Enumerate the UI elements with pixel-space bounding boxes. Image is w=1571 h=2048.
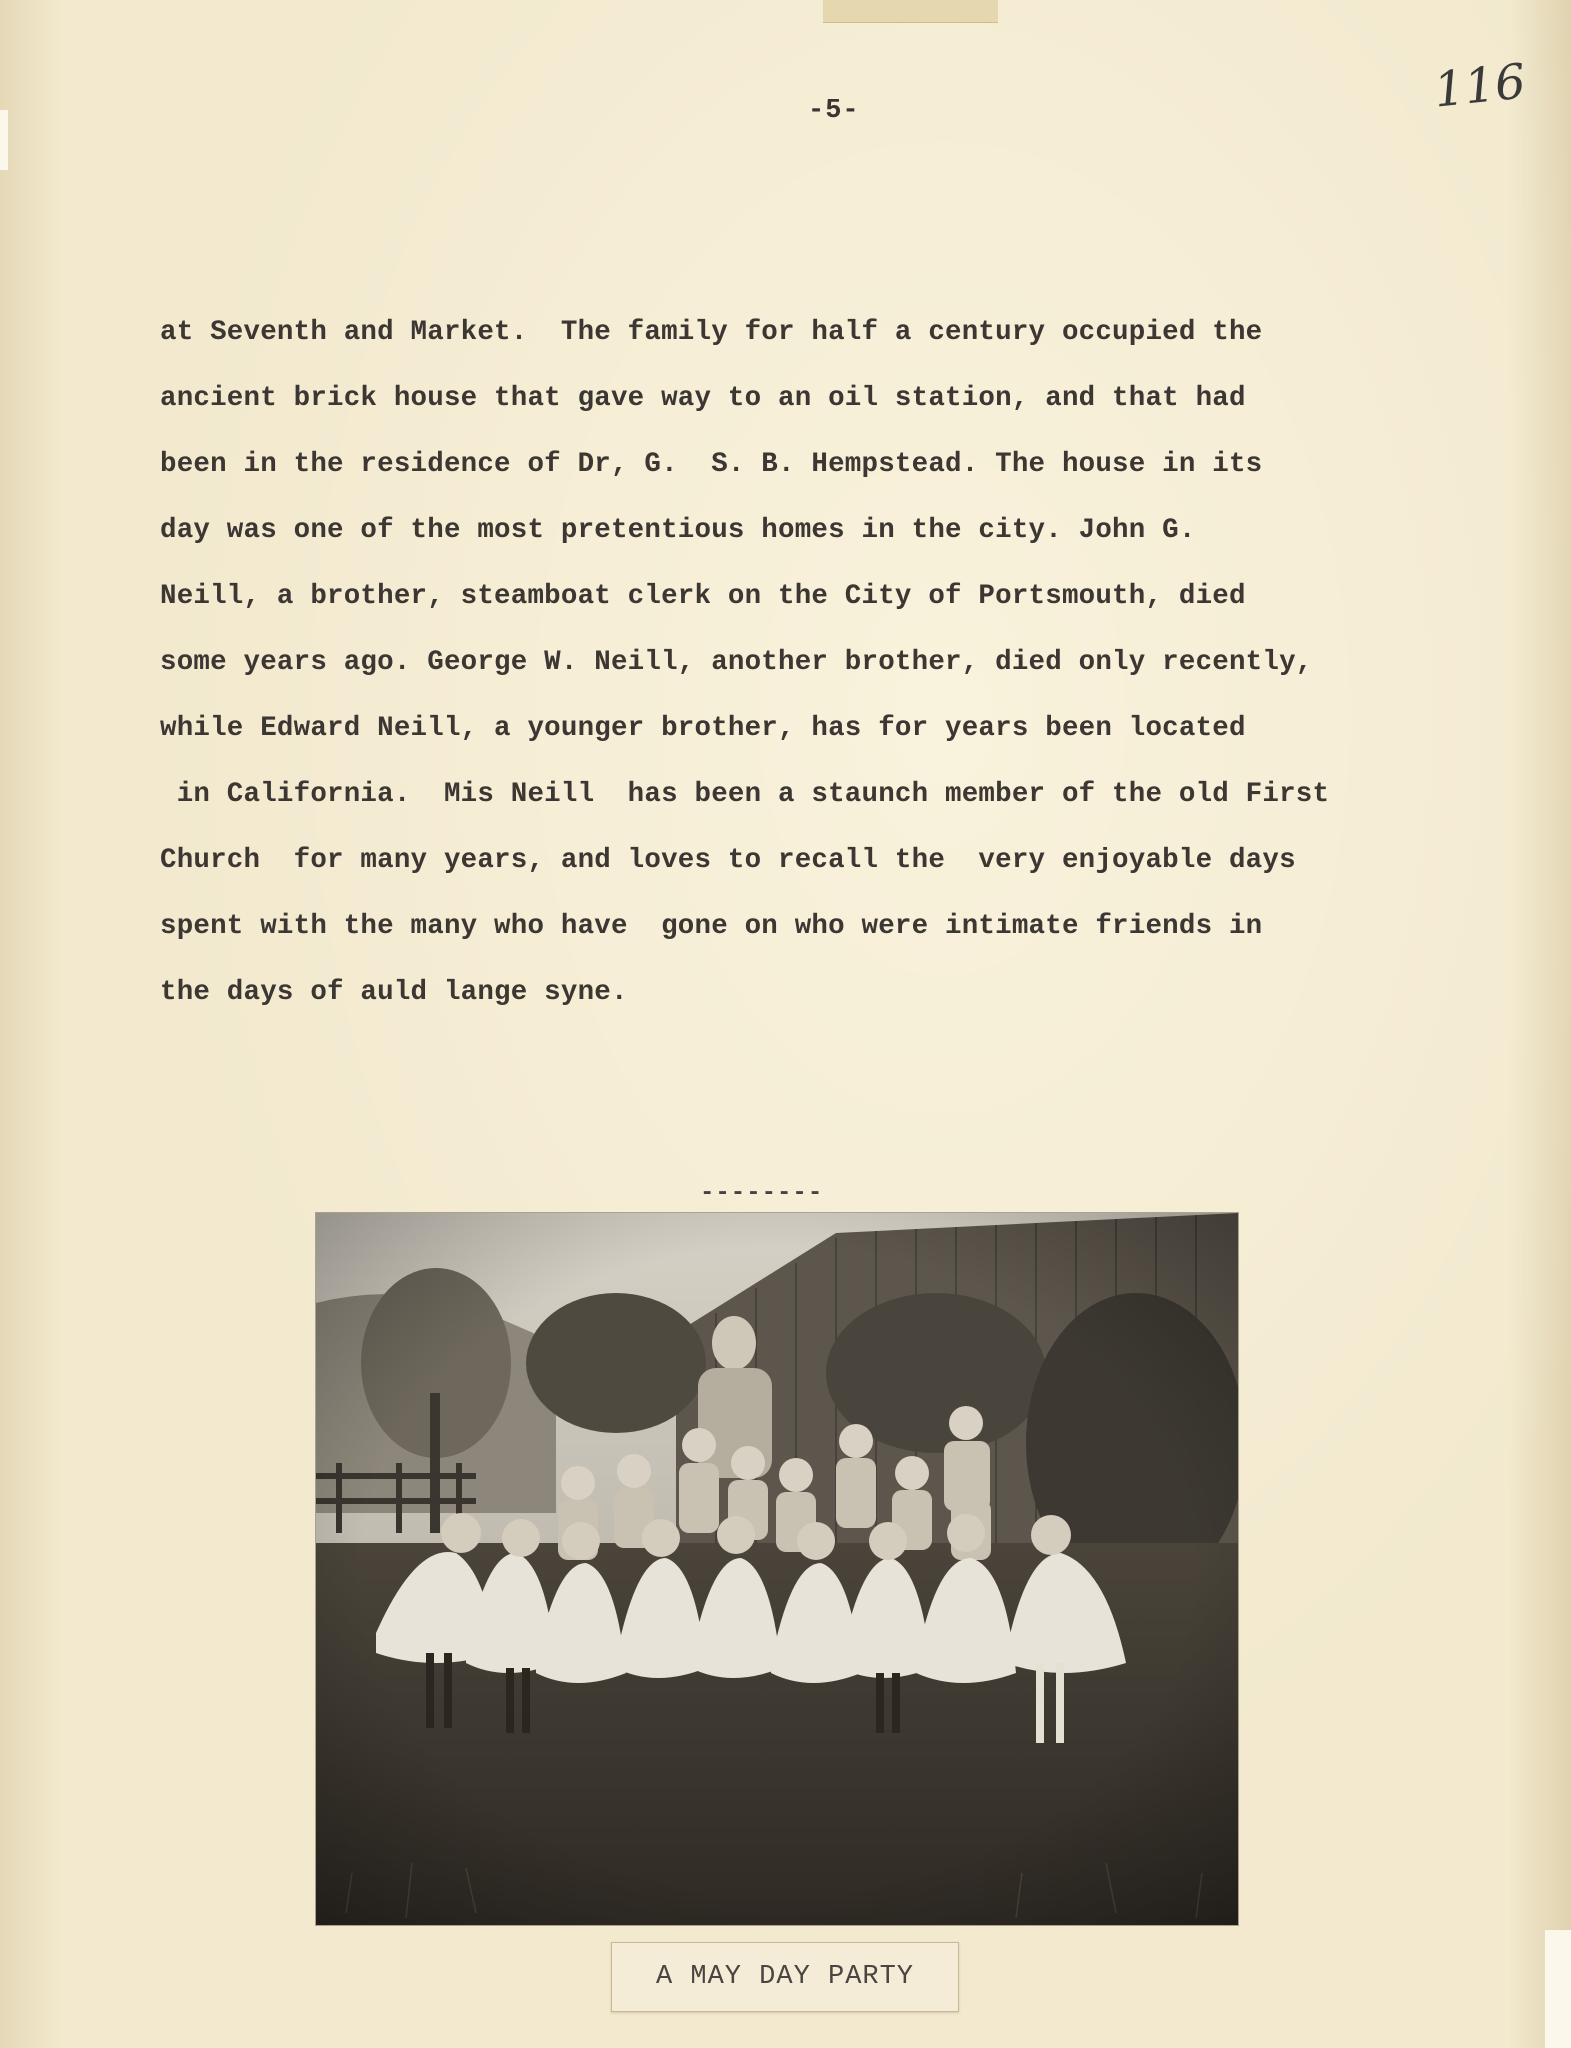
paper-tear (1545, 1930, 1571, 2048)
text-line: the days of auld lange syne. (160, 977, 628, 1008)
text-line: while Edward Neill, a younger brother, has for years been located (160, 713, 1246, 744)
text-line: ancient brick house that gave way to an oil station, and that had (160, 383, 1246, 414)
typed-paragraph (160, 300, 1500, 1026)
photo-caption: A MAY DAY PARTY (655, 1962, 915, 1992)
text-line: Church for many years, and loves to recall the very enjoyable days (160, 845, 1296, 876)
text-line: in California. Mis Neill has been a staunch member of the old First (160, 779, 1330, 810)
photo-caption-label (611, 1942, 959, 2012)
tape-strip (823, 0, 998, 23)
text-line: Neill, a brother, steamboat clerk on the City of Portsmouth, died (160, 581, 1246, 612)
group-photograph (316, 1213, 1238, 1925)
paper-tear (0, 110, 8, 170)
separator-dashes: -------- (700, 1180, 824, 1207)
text-line: at Seventh and Market. The family for half a century occupied the (160, 317, 1263, 348)
photo-illustration (316, 1213, 1238, 1925)
handwritten-folio-number: 116 (1431, 53, 1529, 119)
text-line: some years ago. George W. Neill, another brother, died only recently, (160, 647, 1313, 678)
text-line: spent with the many who have gone on who were intimate friends in (160, 911, 1263, 942)
text-line: day was one of the most pretentious homes in the city. John G. (160, 515, 1196, 546)
text-line: been in the residence of Dr, G. S. B. Hempstead. The house in its (160, 449, 1263, 480)
page-number: -5- (808, 96, 860, 126)
